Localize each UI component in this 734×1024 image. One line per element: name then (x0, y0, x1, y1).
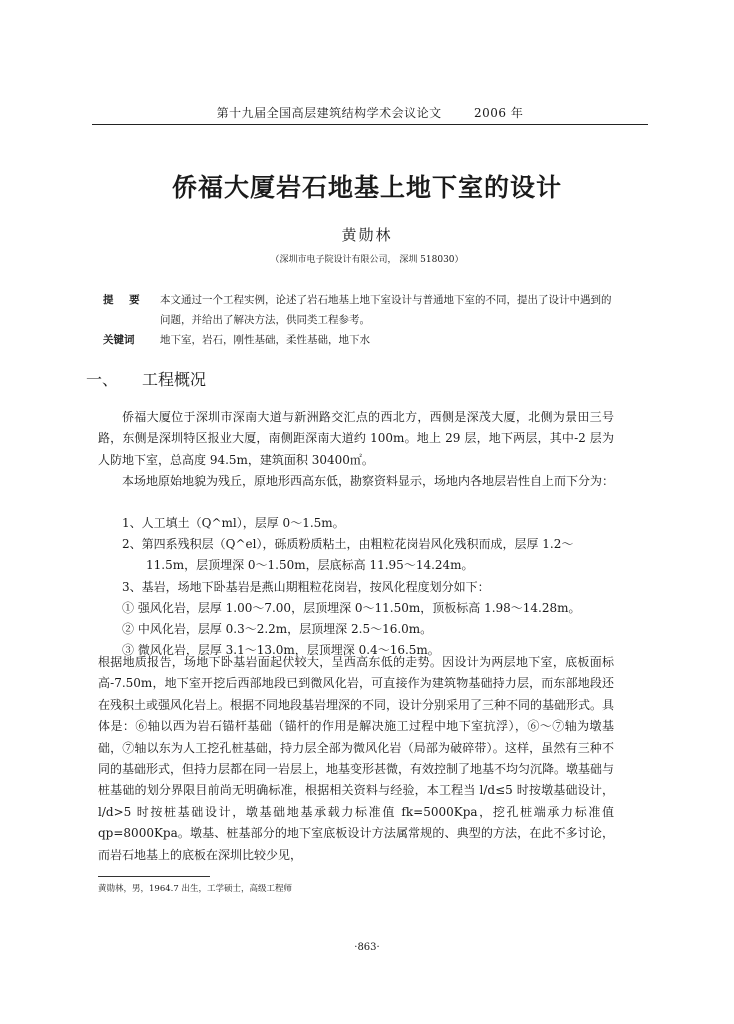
conference-name: 第十九届全国高层建筑结构学术会议论文 (216, 106, 442, 120)
rock-slight-weathered: ③ 微风化岩，层厚 3.1～13.0m，层顶埋深 0.4～16.5m。 (122, 643, 440, 657)
keywords-text: 地下室，岩石，刚性基础，柔性基础，地下水 (160, 334, 370, 346)
author-name: 黄勋林 (341, 226, 393, 244)
author-affiliation: （深圳市电子院设计有限公司， 深圳 518030） (270, 255, 464, 265)
paper-title: 侨福大厦岩石地基上地下室的设计 (171, 173, 562, 202)
keywords-label: 关键词 (103, 334, 135, 346)
paragraph-foundation-design: 根据地质报告，场地下卧基岩面起伏较大，呈西高东低的走势。因设计为两层地下室，底板面标高-7.50m，地下室开挖后西部地段已到微风化岩，可直接作为建筑物基础持力层，而东部地段还在残积土或强风化岩上。根据不同地段基岩埋深的不同，设计分别采用了三种不同的基础形式。具体是：⑥轴以西为岩石锚杆基础（锚杆的作用是解决施工过程中地下室抗浮），⑥～⑦轴为墩基础，⑦轴以东为人工挖孔桩基础，持力层全部为微风化岩（局部为破碎带）。这样，虽然有三种不同的基础形式，但持力层都在同一岩层上，地基变形甚微，有效控制了地基不均匀沉降。墩基础与桩基础的划分界限目前尚无明确标准，根据相关资料与经验，本工程当 l/d≤5 时按墩基础设计，l/d>5 时按桩基础设计，墩基础地基承载力标准值 fk=5000Kpa，挖孔桩端承力标准值 qp=8000Kpa。墩基、桩基部分的地下室底板设计方法属常规的、典型的方法，在此不多讨论，而岩石地基上的底板在深圳比较少见， (98, 655, 615, 862)
abstract-text: 本文通过一个工程实例，论述了岩石地基上地下室设计与普通地下室的不同，提出了设计中遇到的问题，并给出了解决方法，供同类工程参考。 (160, 294, 612, 326)
rock-medium-weathered: ② 中风化岩，层厚 0.3～2.2m，层顶埋深 2.5～16.0m。 (122, 622, 433, 636)
paragraph-geology-intro: 本场地原始地貌为残丘，原地形西高东低，勘察资料显示，场地内各地层岩性自上而下分为： (122, 474, 615, 488)
abstract-label: 提 要 (103, 294, 146, 306)
list-item-bedrock: 3、基岩，场地下卧基岩是燕山期粗粒花岗岩，按风化程度划分如下： (122, 580, 490, 594)
page-number: ·863· (354, 942, 380, 953)
paragraph-overview: 侨福大厦位于深圳市深南大道与新洲路交汇点的西北方，西侧是深茂大厦，北侧为景田三号路，东侧是深圳特区报业大厦，南侧距深南大道约 100m。地上 29 层，地下两层，其中-2 层为人防地下室，总高度 94.5m，建筑面积 30400㎡。 (98, 410, 614, 467)
footnote-rule (98, 876, 210, 877)
section-heading (86, 367, 206, 390)
author-footnote: 黄勋林，男，1964.7 出生，工学硕士，高级工程师 (98, 884, 292, 894)
conference-year: 2006 年 (473, 106, 524, 120)
running-head (92, 104, 648, 125)
list-item-residual-cont: 11.5m，层顶埋深 0～1.50m，层底标高 11.95～14.24m。 (146, 558, 474, 572)
rock-strong-weathered: ① 强风化岩，层厚 1.00～7.00，层顶埋深 0～11.50m，顶板标高 1.98～14.28m。 (122, 601, 581, 615)
list-item-residual: 2、第四系残积层（Q^el），砾质粉质粘土，由粗粒花岗岩风化残积而成，层厚 1.2～ (122, 537, 574, 551)
section-number: 一、 (86, 370, 119, 389)
section-title: 工程概况 (142, 370, 207, 389)
list-item-fill: 1、人工填土（Q^ml），层厚 0～1.5m。 (122, 516, 345, 530)
